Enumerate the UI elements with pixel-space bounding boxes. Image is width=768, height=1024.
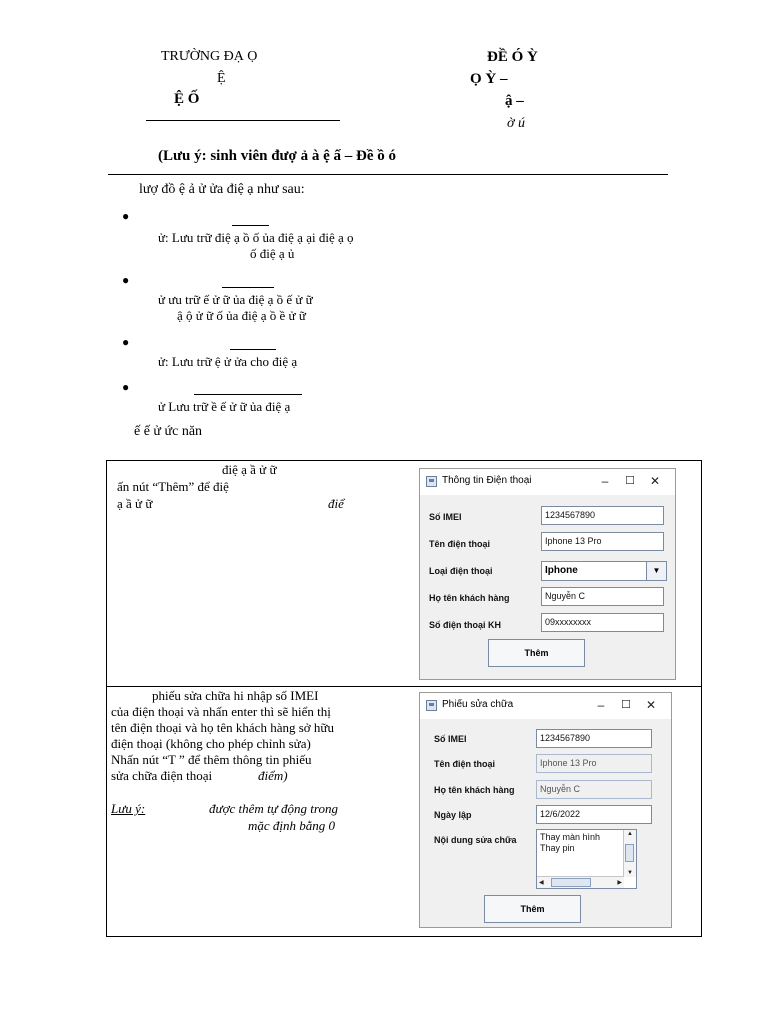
repair-content-line: Thay màn hình	[540, 832, 601, 842]
section2-line3: tên điện thoại và họ tên khách hàng sở hữu	[111, 720, 334, 735]
imei-field[interactable]: 1234567890	[536, 729, 652, 748]
phone-name-label: Tên điện thoại	[429, 539, 491, 549]
section2-points: điểm)	[258, 768, 288, 783]
customer-name-label: Họ tên khách hàng	[434, 785, 515, 795]
date-field[interactable]: 12/6/2022	[536, 805, 652, 824]
section2-line2: của điện thoại và nhấn enter thì sẽ hiển thị	[111, 704, 331, 719]
customer-phone-label: Số điện thoại KH	[429, 620, 501, 630]
java-app-icon	[426, 700, 437, 711]
scroll-left-icon[interactable]: ◀	[539, 880, 544, 886]
chevron-down-icon[interactable]: ▼	[646, 562, 666, 580]
customer-name-readonly-field: Nguyễn C	[536, 780, 652, 799]
table-4-line1: ử Lưu trữ ề ế ử ữ ủa điệ ạ	[158, 399, 291, 414]
minimize-icon[interactable]: –	[597, 698, 605, 712]
phone-info-window	[419, 468, 676, 680]
table-2-name-underline	[222, 287, 274, 288]
vertical-scrollbar[interactable]	[623, 830, 636, 877]
bullet-4: ●	[122, 380, 130, 394]
horizontal-scrollbar[interactable]	[537, 876, 624, 888]
imei-field[interactable]: 1234567890	[541, 506, 664, 525]
customer-phone-field[interactable]: 09xxxxxxxx	[541, 613, 664, 632]
section1-line1: điệ ạ ầ ử ữ	[222, 462, 277, 477]
phone-type-combobox[interactable]	[541, 561, 667, 581]
table-2-line1: ử ưu trữ ế ử ữ ủa điệ ạ ồ ế ử ữ	[158, 292, 313, 307]
close-icon[interactable]: ✕	[649, 474, 661, 488]
table-3-line1: ử: Lưu trữ ệ ử ửa cho điệ ạ	[158, 354, 298, 369]
add-button[interactable]: Thêm	[484, 895, 581, 923]
school-name-line1: TRƯỜNG ĐẠ Ọ	[161, 49, 258, 64]
exam-title-line2: Ọ Ỳ –	[470, 71, 508, 87]
phone-name-label: Tên điện thoại	[434, 759, 496, 769]
imei-label: Số IMEI	[429, 512, 462, 522]
table-4-name-underline	[194, 394, 302, 395]
intro-line: lượ đồ ệ ả ử ửa điệ ạ như sau:	[139, 182, 305, 197]
scroll-up-icon[interactable]: ▲	[627, 831, 633, 837]
school-name-line2: Ệ	[217, 71, 226, 86]
table-1-line1: ử: Lưu trữ điệ ạ ồ ố ủa điệ ạ ại điệ ạ ọ	[158, 230, 354, 245]
section1-line2: ấn nút “Thêm” để điệ	[117, 479, 229, 494]
section2-line5: Nhấn nút “T ” để thêm thông tin phiếu	[111, 752, 312, 767]
close-icon[interactable]: ✕	[645, 698, 657, 712]
section2-note-line1: được thêm tự động trong	[209, 801, 338, 816]
section2-line6: sửa chữa điện thoại	[111, 768, 213, 783]
bullet-3: ●	[122, 335, 130, 349]
scroll-down-icon[interactable]: ▼	[627, 870, 633, 876]
repair-content-label: Nội dung sửa chữa	[434, 835, 517, 845]
phone-type-selected: Iphone	[545, 565, 578, 576]
maximize-icon[interactable]: ☐	[625, 475, 635, 487]
customer-name-field[interactable]: Nguyễn C	[541, 587, 664, 606]
section2-note-label: Lưu ý:	[111, 801, 146, 816]
section1-points: điể	[328, 496, 344, 511]
requirements-box-divider	[106, 686, 701, 687]
school-name-line3: Ệ Ố	[174, 91, 200, 107]
customer-name-label: Họ tên khách hàng	[429, 593, 510, 603]
repair-ticket-titlebar[interactable]	[420, 693, 671, 719]
table-1-name-underline	[232, 225, 269, 226]
phone-info-titlebar[interactable]	[420, 469, 675, 495]
repair-ticket-window	[419, 692, 672, 928]
date-label: Ngày lập	[434, 810, 472, 820]
function-line: ế ế ử ức năn	[134, 424, 203, 439]
scroll-thumb[interactable]	[625, 844, 634, 862]
phone-type-label: Loại điện thoại	[429, 566, 493, 576]
table-2-line2: ậ ộ ử ữ ố ủa điệ ạ ồ ề ử ữ	[177, 308, 306, 323]
maximize-icon[interactable]: ☐	[621, 699, 631, 711]
note-line: (Lưu ý: sinh viên đượ ả à ệ ấ – Đề ồ ó	[158, 148, 396, 164]
section2-line4: điện thoại (không cho phép chỉnh sửa)	[111, 736, 311, 751]
exam-title-line3: ậ –	[505, 93, 524, 109]
exam-title-line4: ờ ú	[507, 116, 525, 131]
imei-label: Số IMEI	[434, 734, 467, 744]
exam-title-line1: ĐỀ Ó Ỳ	[487, 49, 538, 65]
bullet-1: ●	[122, 209, 130, 223]
note-divider	[108, 174, 668, 175]
scroll-right-icon[interactable]: ▶	[617, 880, 622, 886]
table-3-name-underline	[230, 349, 276, 350]
bullet-2: ●	[122, 273, 130, 287]
phone-name-readonly-field: Iphone 13 Pro	[536, 754, 652, 773]
scroll-thumb[interactable]	[551, 878, 591, 887]
section1-line3: ạ ầ ử ữ	[117, 496, 153, 511]
repair-content-line: Thay pin	[540, 843, 575, 853]
repair-content-textarea[interactable]	[536, 829, 637, 889]
header-divider	[146, 120, 340, 121]
add-button[interactable]: Thêm	[488, 639, 585, 667]
window-title: Thông tin Điện thoại	[442, 475, 532, 486]
java-app-icon	[426, 476, 437, 487]
section2-note-line2: mặc định bằng 0	[248, 818, 336, 833]
minimize-icon[interactable]: –	[601, 474, 609, 488]
phone-name-field[interactable]: Iphone 13 Pro	[541, 532, 664, 551]
table-1-line2: ố điệ ạ ủ	[250, 246, 295, 261]
window-title: Phiếu sửa chữa	[442, 699, 514, 710]
section2-line1: phiếu sửa chữa hi nhập số IMEI	[152, 688, 319, 703]
